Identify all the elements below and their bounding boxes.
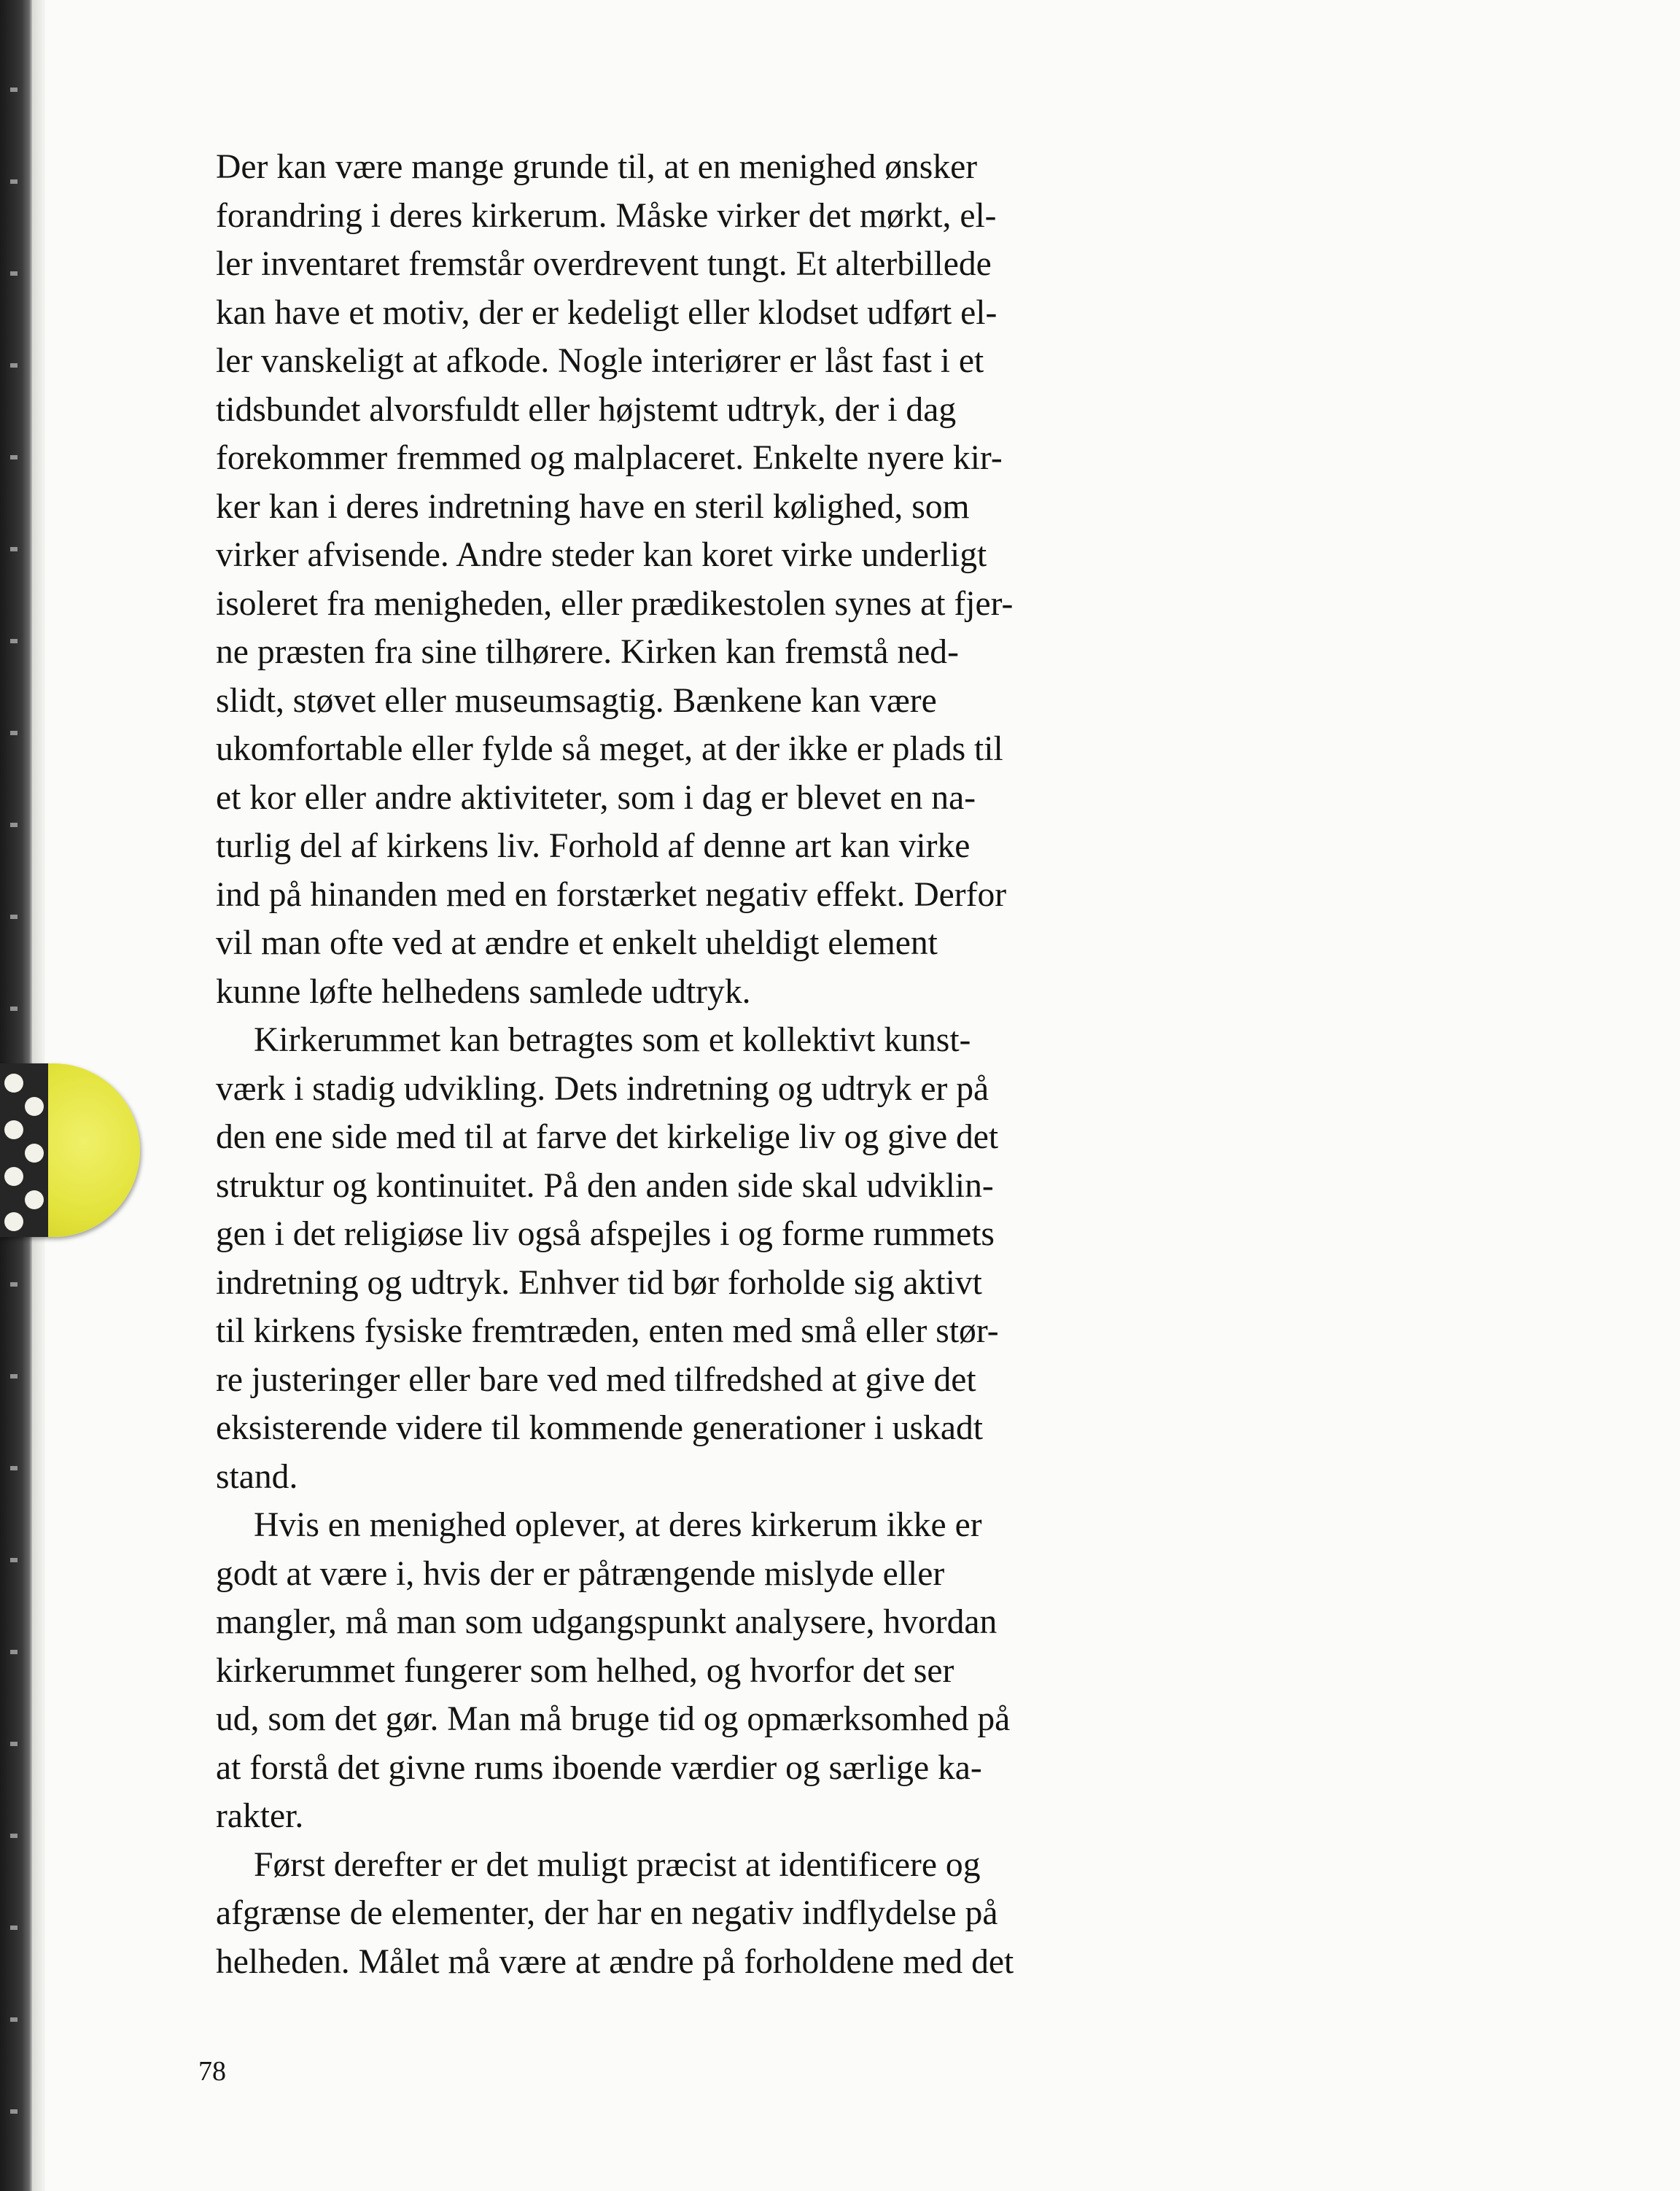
paragraph	[216, 1841, 1164, 1987]
text-line: helheden. Målet må være at ændre på forholdene med det	[216, 1942, 1014, 1981]
clip-dotted-band	[0, 1063, 48, 1237]
text-line: Der kan være mange grunde til, at en menighed ønsker	[216, 148, 978, 186]
text-line: godt at være i, hvis der er påtrængende mislyde eller	[216, 1554, 945, 1593]
page-number: 78	[198, 2056, 226, 2087]
text-line: vil man ofte ved at ændre et enkelt uheldigt element	[216, 924, 938, 962]
text-line: stand.	[216, 1457, 298, 1496]
clip-dot	[4, 1212, 23, 1231]
paragraph	[216, 1016, 1164, 1501]
text-line: værk i stadig udvikling. Dets indretning og udtryk er på	[216, 1069, 989, 1108]
text-line: ler vanskeligt at afkode. Nogle interiører er låst fast i et	[216, 342, 984, 380]
text-line: ind på hinanden med en forstærket negativ effekt. Derfor	[216, 875, 1007, 914]
text-line: kan have et motiv, der er kedeligt eller klodset udført el-	[216, 293, 998, 332]
paragraph	[216, 1501, 1164, 1841]
text-line: ler inventaret fremstår overdrevent tungt. Et alterbillede	[216, 245, 992, 283]
text-line: afgrænse de elementer, der har en negativ indflydelse på	[216, 1894, 998, 1932]
text-line: Hvis en menighed oplever, at deres kirkerum ikke er	[254, 1506, 982, 1544]
text-line: Kirkerummet kan betragtes som et kollektivt kunst-	[254, 1021, 971, 1059]
text-line: rakter.	[216, 1797, 304, 1835]
text-line: tidsbundet alvorsfuldt eller højstemt udtryk, der i dag	[216, 390, 957, 429]
clip-dot	[25, 1190, 44, 1209]
clip-dot	[4, 1167, 23, 1186]
text-line: den ene side med til at farve det kirkelige liv og give det	[216, 1118, 999, 1156]
text-line: ud, som det gør. Man må bruge tid og opmærksomhed på	[216, 1700, 1011, 1738]
text-line: ker kan i deres indretning have en steril kølighed, som	[216, 487, 970, 526]
text-line: mangler, må man som udgangspunkt analysere, hvordan	[216, 1603, 998, 1641]
text-line: indretning og udtryk. Enhver tid bør forholde sig aktivt	[216, 1263, 982, 1302]
text-line: at forstå det givne rums iboende værdier og særlige ka-	[216, 1748, 982, 1787]
text-line: til kirkens fysiske fremtræden, enten med små eller stør-	[216, 1312, 999, 1350]
clip-dot	[25, 1144, 44, 1163]
clip-dot	[4, 1120, 23, 1139]
text-line: isoleret fra menigheden, eller prædikestolen synes at fjer-	[216, 584, 1014, 623]
text-line: struktur og kontinuitet. På den anden side skal udviklin-	[216, 1166, 994, 1205]
text-line: forekommer fremmed og malplaceret. Enkelte nyere kir-	[216, 439, 1003, 477]
clip-dot	[25, 1097, 44, 1116]
text-line: gen i det religiøse liv også afspejles i og forme rummets	[216, 1215, 995, 1253]
text-line: et kor eller andre aktiviteter, som i dag er blevet en na-	[216, 778, 976, 817]
text-line: Først derefter er det muligt præcist at identificere og	[254, 1845, 981, 1884]
text-line: ne præsten fra sine tilhørere. Kirken kan fremstå ned-	[216, 633, 959, 671]
text-line: kirkerummet fungerer som helhed, og hvorfor det ser	[216, 1651, 954, 1690]
text-line: virker afvisende. Andre steder kan koret virke underligt	[216, 536, 987, 574]
body-text	[216, 143, 1164, 1986]
paragraph	[216, 143, 1164, 1016]
text-line: turlig del af kirkens liv. Forhold af denne art kan virke	[216, 827, 971, 865]
text-line: re justeringer eller bare ved med tilfredshed at give det	[216, 1360, 976, 1399]
text-line: slidt, støvet eller museumsagtig. Bænkene kan være	[216, 681, 937, 720]
text-line: kunne løfte helhedens samlede udtryk.	[216, 972, 751, 1011]
clip-dot	[4, 1074, 23, 1093]
text-line: forandring i deres kirkerum. Måske virker det mørkt, el-	[216, 196, 997, 235]
text-line: eksisterende videre til kommende generationer i uskadt	[216, 1409, 983, 1447]
text-line: ukomfortable eller fylde så meget, at der ikke er plads til	[216, 730, 1003, 768]
yellow-page-clip	[0, 1063, 140, 1237]
